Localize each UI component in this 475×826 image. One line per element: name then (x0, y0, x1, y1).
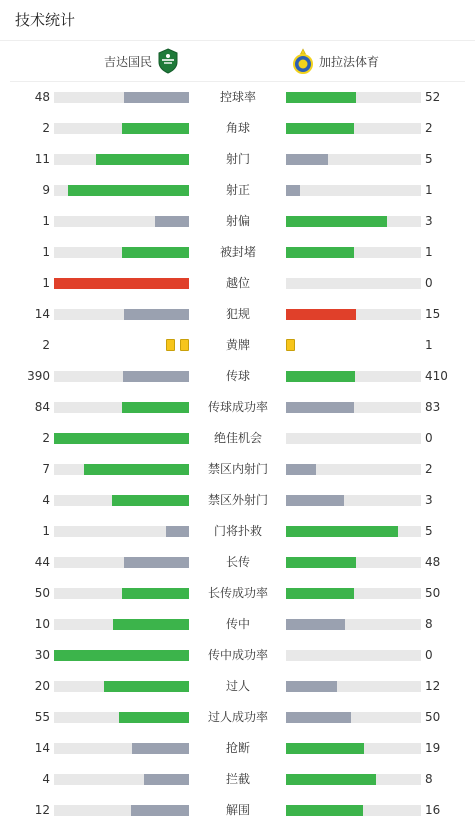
away-stat-bar (286, 433, 421, 444)
stat-label: 绝佳机会 (213, 431, 262, 445)
home-stat-value: 9 (42, 183, 50, 197)
home-stat-value: 14 (34, 741, 50, 755)
stat-row (0, 330, 475, 361)
away-stat-bar-fill (286, 247, 354, 258)
home-team[interactable] (104, 41, 179, 81)
away-stat-bar (286, 588, 421, 599)
away-stat-value: 16 (425, 803, 441, 817)
away-stat-value: 3 (425, 214, 433, 228)
home-stat-value: 2 (42, 121, 50, 135)
stat-label: 禁区内射门 (207, 462, 268, 476)
home-stat-bar-fill (155, 216, 189, 227)
home-stat-bar-fill (54, 278, 189, 289)
away-stat-bar-fill (286, 216, 387, 227)
home-stat-value: 12 (34, 803, 50, 817)
home-stat-value: 2 (42, 431, 50, 445)
away-stat-bar (286, 247, 421, 258)
home-stat-bar (54, 247, 189, 258)
stat-label: 传球 (225, 369, 250, 383)
home-stat-bar (54, 371, 189, 382)
home-stat-value: 30 (34, 648, 50, 662)
home-stat-bar (54, 743, 189, 754)
stat-label: 角球 (225, 121, 250, 135)
stat-label: 被封堵 (219, 245, 256, 259)
home-stat-bar-fill (166, 526, 189, 537)
stat-row (0, 609, 475, 640)
away-stat-bar-fill (286, 371, 355, 382)
stat-row (0, 175, 475, 206)
away-stat-bar (286, 743, 421, 754)
away-stat-value: 2 (425, 462, 433, 476)
away-stat-bar-fill (286, 309, 356, 320)
away-stat-bar (286, 774, 421, 785)
stat-label: 门将扑救 (213, 524, 262, 538)
home-stat-value: 1 (42, 245, 50, 259)
away-stat-bar (286, 123, 421, 134)
home-stat-bar (54, 712, 189, 723)
home-stat-bar (54, 123, 189, 134)
away-stat-value: 19 (425, 741, 441, 755)
away-stat-value: 5 (425, 524, 433, 538)
home-stat-bar-fill (84, 464, 189, 475)
away-stat-bar-fill (286, 774, 376, 785)
team-names-row (10, 41, 465, 82)
away-stat-value: 410 (425, 369, 448, 383)
away-stat-bar-fill (286, 92, 356, 103)
stat-row (0, 578, 475, 609)
away-stat-bar (286, 805, 421, 816)
stat-row (0, 795, 475, 826)
home-stat-bar-fill (144, 774, 189, 785)
away-stat-bar-fill (286, 464, 316, 475)
stat-label: 犯规 (225, 307, 250, 321)
stat-row (0, 144, 475, 175)
away-stat-value: 0 (425, 648, 433, 662)
stat-label: 越位 (225, 276, 250, 290)
away-stat-value: 15 (425, 307, 441, 321)
away-stat-value: 8 (425, 617, 433, 631)
home-stat-bar-fill (113, 619, 189, 630)
away-yellow-cards (286, 339, 295, 351)
home-stat-value: 7 (42, 462, 50, 476)
home-stat-bar (54, 557, 189, 568)
away-stat-bar-fill (286, 588, 354, 599)
stat-label: 过人 (225, 679, 250, 693)
home-stat-bar (54, 402, 189, 413)
home-stat-bar-fill (124, 557, 189, 568)
home-stat-value: 50 (34, 586, 50, 600)
home-stat-bar-fill (132, 743, 189, 754)
stat-label: 拦截 (225, 772, 250, 786)
stat-label: 射门 (225, 152, 250, 166)
away-stat-bar-fill (286, 123, 354, 134)
away-stat-value: 50 (425, 710, 441, 724)
away-stat-bar-fill (286, 805, 363, 816)
stat-label: 传中成功率 (207, 648, 268, 662)
home-stat-bar (54, 278, 189, 289)
home-stat-value: 44 (34, 555, 50, 569)
stat-row (0, 485, 475, 516)
home-stat-bar-fill (112, 495, 189, 506)
stat-row (0, 764, 475, 795)
home-stat-bar (54, 774, 189, 785)
away-stat-value: 48 (425, 555, 441, 569)
away-stat-bar (286, 92, 421, 103)
home-stat-bar-fill (123, 371, 189, 382)
away-stat-value: 1 (425, 245, 433, 259)
stat-label: 禁区外射门 (207, 493, 268, 507)
away-stat-bar-fill (286, 681, 337, 692)
stat-label: 长传成功率 (207, 586, 268, 600)
stat-row (0, 268, 475, 299)
away-team-name: 加拉法体育 (319, 54, 380, 69)
away-stat-bar (286, 185, 421, 196)
home-stat-value: 14 (34, 307, 50, 321)
away-stat-value: 1 (425, 183, 433, 197)
home-stat-bar-fill (54, 650, 189, 661)
away-stat-value: 83 (425, 400, 441, 414)
home-team-logo-icon (157, 48, 179, 74)
stat-label: 传中 (225, 617, 250, 631)
home-stat-bar (54, 185, 189, 196)
home-stat-bar-fill (122, 123, 190, 134)
stat-row (0, 702, 475, 733)
away-stat-value: 8 (425, 772, 433, 786)
stat-row (0, 206, 475, 237)
home-team-name: 吉达国民 (103, 54, 152, 69)
home-stat-value: 4 (42, 772, 50, 786)
away-stat-value: 5 (425, 152, 433, 166)
away-stat-bar-fill (286, 185, 300, 196)
home-stat-bar-fill (124, 92, 189, 103)
home-stat-bar (54, 92, 189, 103)
home-stat-bar-fill (68, 185, 190, 196)
home-stat-bar (54, 309, 189, 320)
home-stat-value: 1 (42, 214, 50, 228)
stat-row (0, 237, 475, 268)
home-stat-bar (54, 681, 189, 692)
home-stat-bar (54, 495, 189, 506)
home-stat-value: 1 (42, 524, 50, 538)
stat-row (0, 299, 475, 330)
home-stat-bar (54, 805, 189, 816)
home-stat-value: 4 (42, 493, 50, 507)
stats-header (0, 0, 475, 41)
away-stat-value: 50 (425, 586, 441, 600)
away-stat-value: 3 (425, 493, 433, 507)
home-stat-value: 390 (27, 369, 50, 383)
stat-row (0, 640, 475, 671)
home-stat-bar-fill (96, 154, 189, 165)
away-stat-bar-fill (286, 557, 356, 568)
home-stat-value: 48 (34, 90, 50, 104)
home-stat-value: 10 (34, 617, 50, 631)
stat-label: 解围 (225, 803, 250, 817)
away-stat-value: 0 (425, 276, 433, 290)
stat-row (0, 392, 475, 423)
stat-row (0, 454, 475, 485)
home-stat-bar (54, 526, 189, 537)
away-stat-bar (286, 464, 421, 475)
home-stat-value: 2 (42, 338, 50, 352)
home-stat-bar-fill (122, 247, 190, 258)
away-stat-bar (286, 495, 421, 506)
yellow-card-icon (166, 339, 175, 351)
away-stat-bar (286, 712, 421, 723)
away-stat-bar-fill (286, 526, 398, 537)
home-stat-value: 55 (34, 710, 50, 724)
stat-label: 长传 (225, 555, 250, 569)
away-stat-bar-fill (286, 495, 344, 506)
away-stat-bar-fill (286, 619, 345, 630)
stat-row (0, 547, 475, 578)
stat-label: 传球成功率 (207, 400, 268, 414)
home-stat-bar-fill (104, 681, 189, 692)
home-stat-value: 1 (42, 276, 50, 290)
stat-row (0, 733, 475, 764)
away-stat-value: 1 (425, 338, 433, 352)
home-stat-bar (54, 433, 189, 444)
away-team-logo-icon (292, 48, 314, 74)
away-stat-bar (286, 526, 421, 537)
home-stat-value: 11 (34, 152, 50, 166)
home-yellow-cards (166, 339, 189, 351)
stat-row (0, 82, 475, 113)
home-stat-bar-fill (131, 805, 189, 816)
away-stat-bar (286, 371, 421, 382)
away-stat-bar (286, 681, 421, 692)
away-stat-bar (286, 650, 421, 661)
home-stat-bar (54, 650, 189, 661)
home-stat-bar-fill (124, 309, 189, 320)
stat-row (0, 361, 475, 392)
stat-label: 射正 (225, 183, 250, 197)
stat-label: 黄牌 (225, 338, 250, 352)
stat-row (0, 113, 475, 144)
away-stat-bar (286, 309, 421, 320)
yellow-card-icon (180, 339, 189, 351)
home-stat-bar (54, 588, 189, 599)
home-stat-value: 84 (34, 400, 50, 414)
home-stat-value: 20 (34, 679, 50, 693)
stat-label: 控球率 (219, 90, 256, 104)
away-stat-bar (286, 402, 421, 413)
stats-list (0, 82, 475, 826)
home-stat-bar-fill (54, 433, 189, 444)
stat-label: 抢断 (225, 741, 250, 755)
page-title: 技术统计 (15, 11, 76, 29)
away-stat-bar-fill (286, 402, 354, 413)
home-stat-bar-fill (122, 402, 190, 413)
away-team[interactable] (292, 41, 379, 81)
home-stat-bar-fill (119, 712, 189, 723)
away-stat-bar (286, 216, 421, 227)
stat-label: 过人成功率 (207, 710, 268, 724)
stat-row (0, 671, 475, 702)
away-stat-value: 12 (425, 679, 441, 693)
away-stat-bar (286, 154, 421, 165)
away-stat-bar (286, 557, 421, 568)
stat-row (0, 423, 475, 454)
away-stat-bar-fill (286, 743, 364, 754)
away-stat-bar-fill (286, 712, 351, 723)
home-stat-bar (54, 619, 189, 630)
stat-label: 射偏 (225, 214, 250, 228)
away-stat-value: 0 (425, 431, 433, 445)
yellow-card-icon (286, 339, 295, 351)
home-stat-bar-fill (122, 588, 190, 599)
away-stat-bar-fill (286, 154, 328, 165)
home-stat-bar (54, 216, 189, 227)
away-stat-bar (286, 619, 421, 630)
away-stat-value: 2 (425, 121, 433, 135)
stat-row (0, 516, 475, 547)
home-stat-bar (54, 464, 189, 475)
home-stat-bar (54, 154, 189, 165)
away-stat-bar (286, 278, 421, 289)
away-stat-value: 52 (425, 90, 441, 104)
